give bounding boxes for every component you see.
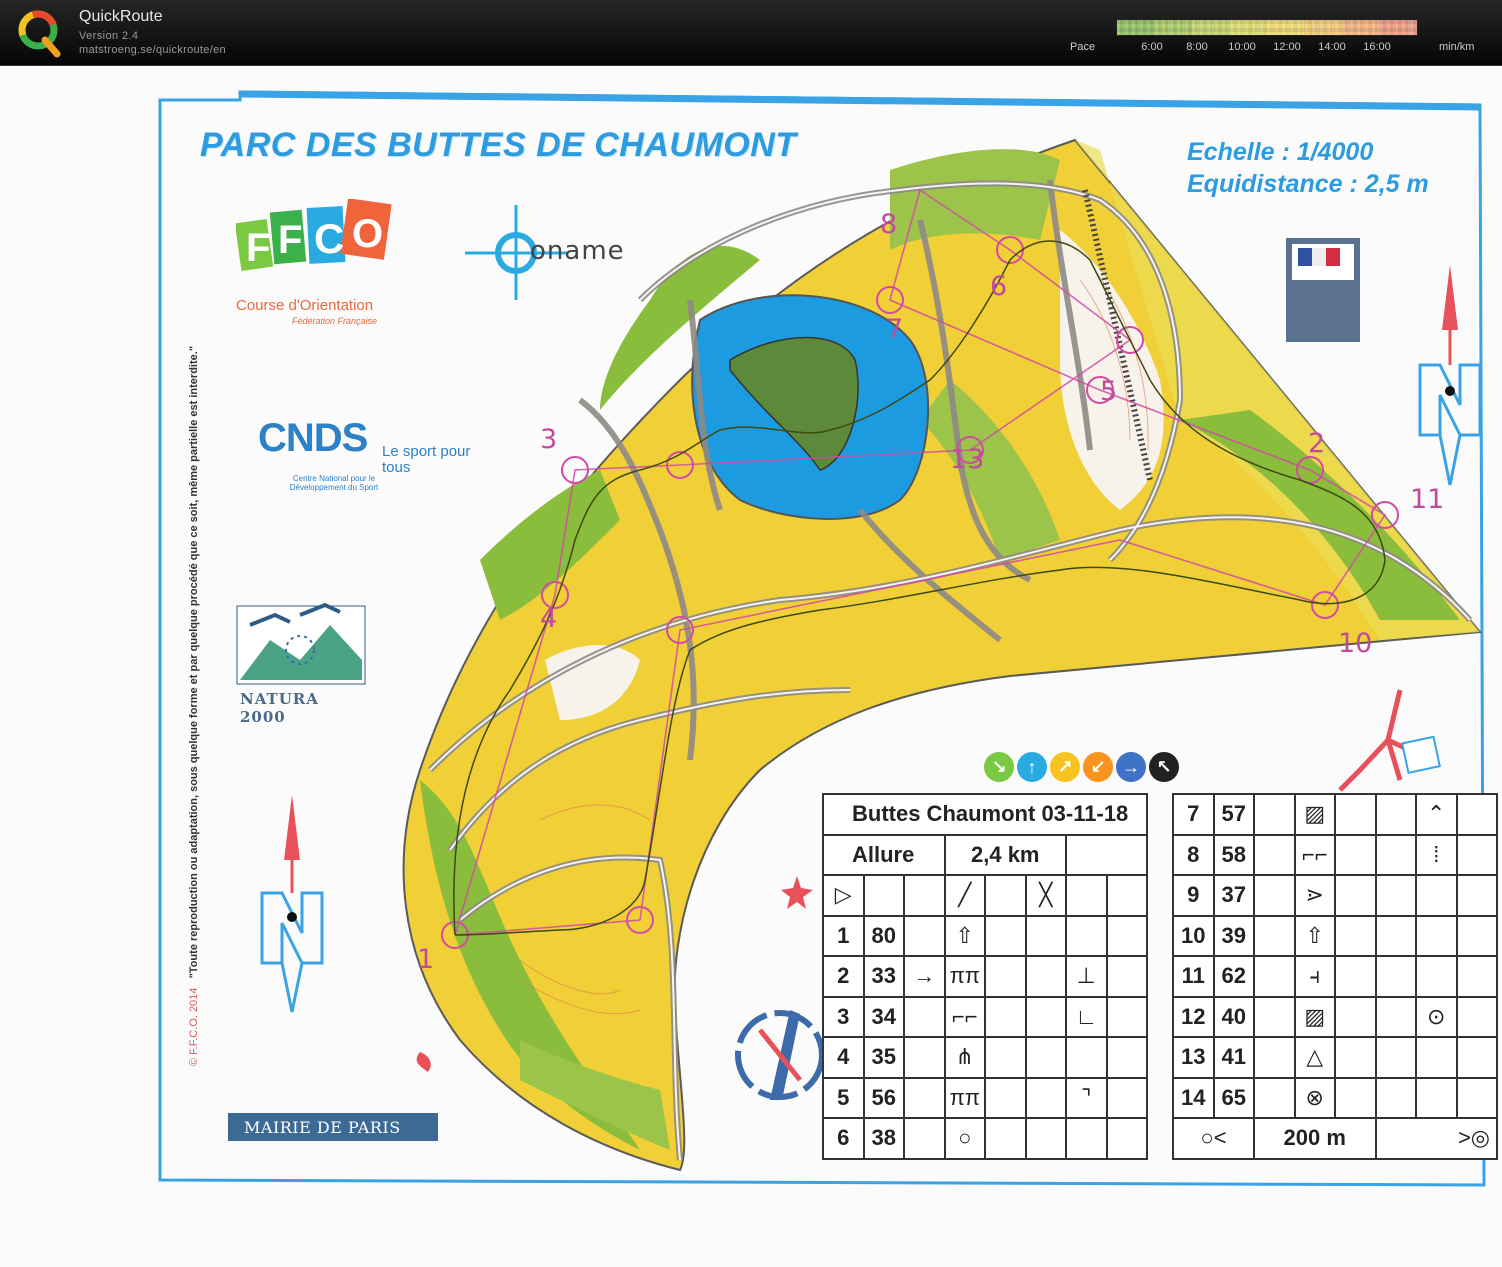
table-row [1173,794,1497,835]
control-description-table-right [1172,793,1498,1160]
control-number: 4 [540,603,558,634]
app-header [0,0,1502,66]
table-cell [1107,997,1148,1038]
table-row [823,956,1147,997]
feature-symbol-icon: ⌐⌐ [1295,835,1336,876]
feature-symbol-icon: ▨ [1295,997,1336,1038]
app-version: Version 2.4 [79,30,139,42]
map-equidistance: Equidistance : 2,5 m [1187,170,1429,198]
feature-symbol-icon: ⊗ [1295,1078,1336,1119]
direction-arrow-icon: → [1116,752,1146,782]
cnds-subtitle: Centre National pour le Développement du Sport [289,474,379,492]
pace-tick: 6:00 [1141,41,1163,53]
legend-color-cell [1290,20,1298,35]
table-cell [1335,835,1376,876]
control-order: 8 [1173,835,1214,876]
control-number: 13 [950,444,985,475]
table-cell [1107,1118,1148,1159]
svg-text:F: F [278,218,303,262]
table-cell [1107,1078,1148,1119]
table-cell [1026,997,1067,1038]
location-symbol-icon: ⊙ [1416,997,1457,1038]
control-code: 62 [1214,956,1255,997]
control-order: 2 [823,956,864,997]
legend-color-cell [1365,20,1373,35]
legend-color-cell [1147,20,1155,35]
legend-color-cell [1357,20,1365,35]
table-cell [985,997,1026,1038]
control-number: 10 [1338,628,1373,659]
location-symbol-icon [1066,916,1107,957]
control-code: 39 [1214,916,1255,957]
table-cell [985,916,1026,957]
legend-color-cell [1327,20,1335,35]
table-row [1173,1037,1497,1078]
table-row [823,997,1147,1038]
table-row [1173,835,1497,876]
table-cell [985,956,1026,997]
table-cell [1457,794,1498,835]
control-code: 41 [1214,1037,1255,1078]
legend-color-cell [1350,20,1358,35]
location-symbol-icon [1416,1078,1457,1119]
pace-tick: 8:00 [1186,41,1208,53]
cross-icon: ╳ [1026,875,1067,916]
start-star-icon [781,876,813,909]
course-distance: 2,4 km [945,835,1067,876]
legend-color-cell [1192,20,1200,35]
table-cell [1254,1078,1295,1119]
table-row [1173,997,1497,1038]
control-order: 1 [823,916,864,957]
mairie-label: MAIRIE DE PARIS [244,1118,401,1137]
table-cell [985,1037,1026,1078]
legend-color-cell [1125,20,1133,35]
pace-label: Pace [1070,41,1096,53]
legend-color-cell [1305,20,1313,35]
control-order: 7 [1173,794,1214,835]
feature-symbol-icon: ⋗ [1295,875,1336,916]
svg-text:F: F [246,226,271,270]
legend-color-cell [1177,20,1185,35]
legend-color-cell [1402,20,1410,35]
control-number: 3 [540,424,558,455]
location-symbol-icon: ⌃ [1416,794,1457,835]
legend-color-cell [1170,20,1178,35]
legend-color-cell [1230,20,1238,35]
svg-text:C: C [314,215,345,262]
app-url-link[interactable]: matstroeng.se/quickroute/en [79,44,226,56]
control-code: 80 [864,916,905,957]
table-cell [1335,1078,1376,1119]
pace-tick: 10:00 [1228,41,1256,53]
column-c-symbol: → [904,956,945,997]
table-cell [1376,916,1417,957]
mairie-logo [228,1113,438,1141]
control-number: 8 [880,209,898,240]
table-cell [1376,1037,1417,1078]
table-cell [1457,916,1498,957]
table-cell [1026,916,1067,957]
control-order: 9 [1173,875,1214,916]
table-cell [1335,875,1376,916]
natura-logo [237,606,365,726]
legend-color-cell [1282,20,1290,35]
table-cell [1335,916,1376,957]
control-code: 37 [1214,875,1255,916]
pace-tick: 14:00 [1318,41,1346,53]
legend-color-cell [1207,20,1215,35]
table-cell [1457,956,1498,997]
table-cell [1026,1037,1067,1078]
table-row [1173,916,1497,957]
ffco-subtitle: Course d'Orientation [236,297,374,314]
table-row [1173,1078,1497,1119]
control-order: 10 [1173,916,1214,957]
legend-color-cell [1297,20,1305,35]
table-cell [1457,1037,1498,1078]
table-cell [985,1078,1026,1119]
control-code: 65 [1214,1078,1255,1119]
legend-color-cell [1387,20,1395,35]
column-c-symbol [904,1078,945,1119]
table-row [823,1078,1147,1119]
table-cell [1107,916,1148,957]
app-title: QuickRoute [79,8,163,25]
table-cell [1026,1078,1067,1119]
copyright-notice [188,346,200,1066]
feature-symbol-icon: ⇧ [1295,916,1336,957]
ffco-logo [236,199,400,329]
legend-color-cell [1267,20,1275,35]
legend-color-cell [1162,20,1170,35]
control-code: 56 [864,1078,905,1119]
table-cell [1254,916,1295,957]
control-code: 38 [864,1118,905,1159]
column-c-symbol [904,1037,945,1078]
legend-color-cell [1335,20,1343,35]
location-symbol-icon: ∟ [1066,997,1107,1038]
feature-symbol-icon: ⇧ [945,916,986,957]
table-cell [1457,997,1498,1038]
north-arrow-icon [262,795,322,1012]
finish-distance: 200 m [1254,1118,1376,1159]
legend-color-cell [1140,20,1148,35]
column-c-symbol [904,997,945,1038]
control-number: 11 [1410,484,1445,515]
control-order: 12 [1173,997,1214,1038]
control-number: 6 [990,271,1008,302]
table-cell [1254,875,1295,916]
table-cell [1026,956,1067,997]
location-symbol-icon [1066,1118,1107,1159]
quickroute-logo-icon [15,6,65,58]
location-symbol-icon [1416,875,1457,916]
legend-color-cell [1215,20,1223,35]
table-cell [1254,956,1295,997]
event-title: Buttes Chaumont 03-11-18 [823,794,1147,835]
north-arrow-icon [1420,265,1480,485]
control-order: 13 [1173,1037,1214,1078]
finish-icon: ○< [1173,1118,1254,1159]
control-number: 7 [886,314,904,345]
cnds-logo [258,416,471,492]
location-symbol-icon [1416,956,1457,997]
legend-color-cell [1245,20,1253,35]
legend-color-cell [1200,20,1208,35]
table-cell [1026,1118,1067,1159]
table-cell [1335,956,1376,997]
column-c-symbol [904,1118,945,1159]
cnds-text: CNDS [258,416,368,460]
location-symbol-icon: ⌝ [1066,1078,1107,1119]
table-cell [1335,1037,1376,1078]
control-order: 6 [823,1118,864,1159]
feature-symbol-icon: ⫞ [1295,956,1336,997]
table-cell [1335,794,1376,835]
copyright-owner: © F.F.C.O. 2014 [188,987,200,1066]
feature-symbol-icon: ππ [945,956,986,997]
feature-symbol-icon: ⌐⌐ [945,997,986,1038]
direction-arrow-icon: ↗ [1050,752,1080,782]
table-row [823,1037,1147,1078]
oname-logo-text: oname [530,236,625,266]
table-cell [1376,1078,1417,1119]
feature-symbol-icon: ππ [945,1078,986,1119]
table-cell [1457,875,1498,916]
control-order: 14 [1173,1078,1214,1119]
table-row [1173,875,1497,916]
feature-symbol-icon: ▨ [1295,794,1336,835]
ffco-letters-icon [236,199,400,297]
control-code: 58 [1214,835,1255,876]
control-number: 2 [1308,428,1326,459]
feature-symbol-icon: △ [1295,1037,1336,1078]
direction-arrow-icon: ↑ [1017,752,1047,782]
table-row [1173,956,1497,997]
pace-unit-label: min/km [1439,41,1475,53]
location-symbol-icon [1416,1037,1457,1078]
league-compass-logo-icon [738,1010,822,1100]
location-symbol-icon: ⁞ [1416,835,1457,876]
control-code: 34 [864,997,905,1038]
pace-color-legend [1116,19,1418,36]
legend-color-cell [1395,20,1403,35]
table-cell [1254,997,1295,1038]
control-order: 3 [823,997,864,1038]
orienteering-map-canvas[interactable] [0,66,1502,1267]
table-cell [1107,956,1148,997]
legend-color-cell [1222,20,1230,35]
start-triangle-icon: ▷ [823,875,864,916]
direction-arrow-icon: ↖ [1149,752,1179,782]
legend-color-cell [1342,20,1350,35]
control-code: 33 [864,956,905,997]
allure-label: Allure [823,835,945,876]
table-cell [1457,1078,1498,1119]
legend-color-cell [1185,20,1193,35]
legend-color-cell [1117,20,1125,35]
legend-color-cell [1132,20,1140,35]
cnds-slogan: Le sport pour tous [382,443,471,476]
table-row [823,916,1147,957]
legend-color-cell [1380,20,1388,35]
control-description-table-left [822,793,1148,1160]
feature-symbol-icon: ○ [945,1118,986,1159]
table-cell [1376,875,1417,916]
direction-arrows-legend [984,752,1179,782]
table-cell [1376,997,1417,1038]
table-cell [1457,835,1498,876]
table-row [823,1118,1147,1159]
control-code: 40 [1214,997,1255,1038]
column-c-symbol [904,916,945,957]
location-symbol-icon: ⊥ [1066,956,1107,997]
legend-color-cell [1252,20,1260,35]
pace-tick: 16:00 [1363,41,1391,53]
location-symbol-icon [1066,1037,1107,1078]
table-cell [1376,835,1417,876]
natura-label: NATURA 2000 [240,690,319,726]
finish-circle-icon: >◎ [1376,1118,1498,1159]
table-cell [1254,835,1295,876]
control-code: 57 [1214,794,1255,835]
legend-color-cell [1320,20,1328,35]
table-cell [1254,1037,1295,1078]
copyright-text: "Toute reproduction ou adaptation, sous quelque forme et par quelque procédé que ce soit, même partielle est interdite." [188,345,200,979]
pace-tick: 12:00 [1273,41,1301,53]
direction-arrow-icon: ↘ [984,752,1014,782]
slash-icon: ╱ [945,875,986,916]
ffco-federation: Fédération Française [292,316,378,326]
legend-color-cell [1312,20,1320,35]
table-cell [985,1118,1026,1159]
svg-text:O: O [352,212,384,256]
table-cell [1376,794,1417,835]
control-order: 11 [1173,956,1214,997]
control-code: 35 [864,1037,905,1078]
direction-arrow-icon: ↙ [1083,752,1113,782]
legend-color-cell [1410,20,1418,35]
control-order: 4 [823,1037,864,1078]
legend-color-cell [1260,20,1268,35]
ministry-logo-icon [1286,238,1360,342]
control-number: 5 [1100,376,1118,407]
map-title: PARC DES BUTTES DE CHAUMONT [200,126,797,164]
table-cell [1107,1037,1148,1078]
table-cell [1254,794,1295,835]
control-order: 5 [823,1078,864,1119]
table-cell [1335,997,1376,1038]
legend-color-cell [1237,20,1245,35]
table-cell [1376,956,1417,997]
legend-color-cell [1155,20,1163,35]
map-scale: Echelle : 1/4000 [1187,138,1374,166]
legend-color-cell [1275,20,1283,35]
location-symbol-icon [1416,916,1457,957]
control-number: 1 [417,944,435,975]
feature-symbol-icon: ⋔ [945,1037,986,1078]
legend-color-cell [1372,20,1380,35]
